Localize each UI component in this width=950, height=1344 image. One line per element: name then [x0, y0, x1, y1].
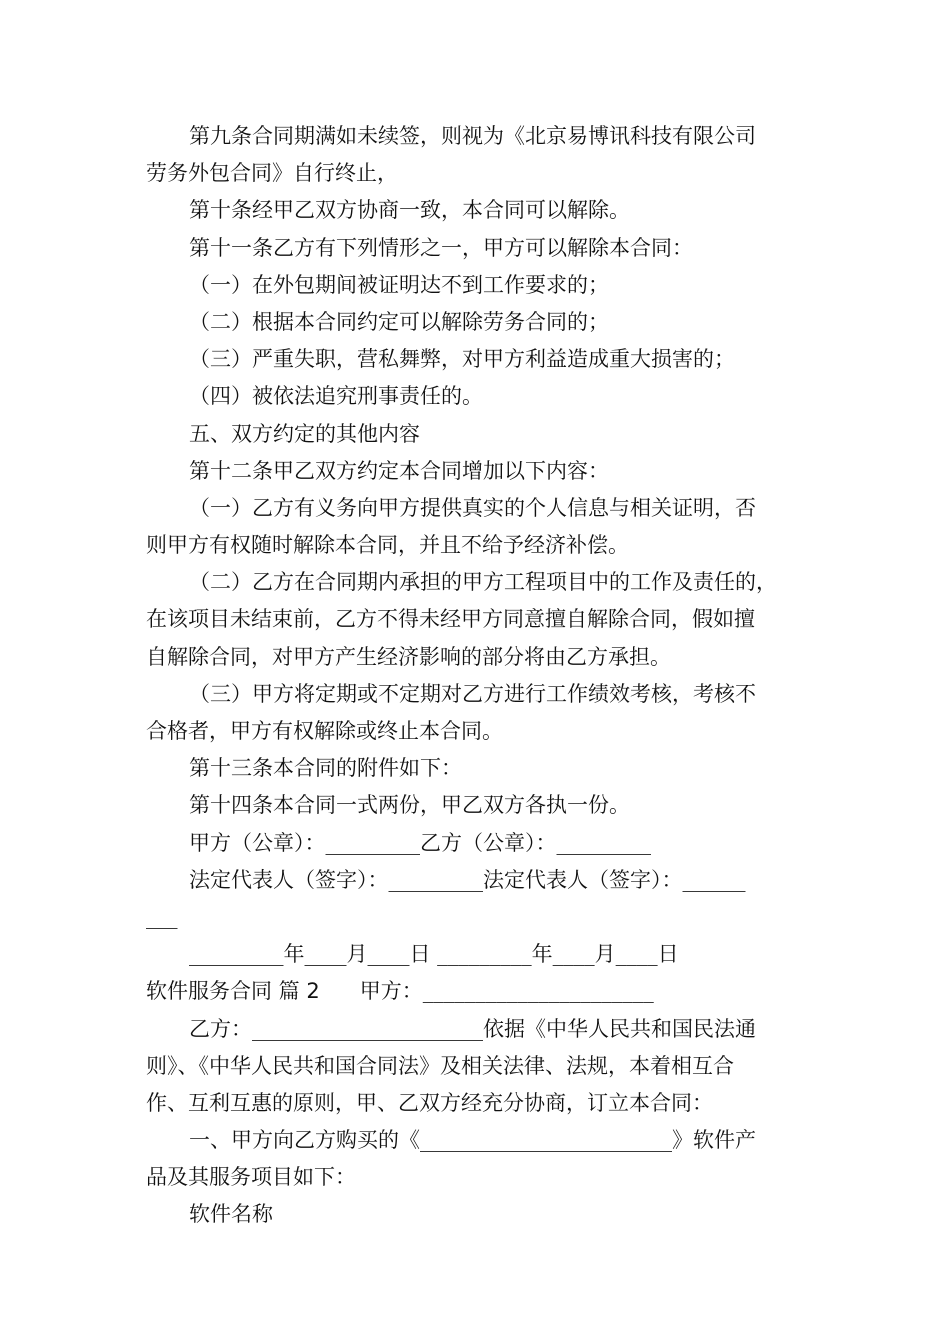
contract-terms — [146, 118, 806, 973]
document-body — [146, 118, 806, 1234]
text-line: 作、互利互惠的原则，甲、乙双方经充分协商，订立本合同： — [146, 1090, 713, 1115]
text-line: 第十条经甲乙双方协商一致，本合同可以解除。 — [189, 198, 630, 223]
text-line: 在该项目未结束前，乙方不得未经甲方同意擅自解除合同，假如擅 — [146, 607, 755, 632]
text-line: 第十三条本合同的附件如下： — [189, 756, 462, 781]
text-line: 一、甲方向乙方购买的《________________________》软件产 — [189, 1128, 756, 1153]
text-line: （四）被依法追究刑事责任的。 — [189, 384, 483, 409]
text-line: 第十一条乙方有下列情形之一，甲方可以解除本合同： — [189, 235, 693, 260]
text-line: （一）乙方有义务向甲方提供真实的个人信息与相关证明，否 — [189, 495, 756, 520]
text-line: 品及其服务项目如下： — [146, 1165, 356, 1190]
party-a-field: 甲方：______________________ — [359, 979, 654, 1004]
text-line: 乙方：______________________依据《中华人民共和国民法通 — [189, 1016, 756, 1041]
text-line: （二）根据本合同约定可以解除劳务合同的； — [189, 309, 609, 334]
contract-intro — [146, 1011, 806, 1234]
text-line: （三）严重失职，营私舞弊，对甲方利益造成重大损害的； — [189, 347, 735, 372]
text-line: ___ — [146, 904, 178, 929]
text-line: （一）在外包期间被证明达不到工作要求的； — [189, 272, 609, 297]
text-line: 第十二条甲乙双方约定本合同增加以下内容： — [189, 458, 609, 483]
text-line: 自解除合同，对甲方产生经济影响的部分将由乙方承担。 — [146, 644, 671, 669]
text-line: 五、双方约定的其他内容 — [189, 421, 420, 446]
text-line: 合格者，甲方有权解除或终止本合同。 — [146, 719, 503, 743]
text-line: （三）甲方将定期或不定期对乙方进行工作绩效考核，考核不 — [189, 681, 756, 706]
text-line: 则甲方有权随时解除本合同，并且不给予经济补偿。 — [146, 533, 629, 558]
text-line: 第九条合同期满如未续签，则视为《北京易博讯科技有限公司 — [189, 124, 756, 148]
section-heading-line — [146, 973, 806, 1010]
text-line: 则》、《中华人民共和国合同法》及相关法律、法规，本着相互合 — [146, 1053, 734, 1078]
text-line: _________年____月____日 _________年____月____日 — [189, 942, 679, 967]
text-line: 法定代表人（签字）：_________法定代表人（签字）：______ — [189, 867, 746, 892]
text-line: 甲方（公章）：_________乙方（公章）：_________ — [189, 830, 651, 855]
text-line: 软件名称 — [189, 1202, 273, 1227]
text-line: 劳务外包合同》自行终止， — [146, 161, 398, 186]
text-line: （二）乙方在合同期内承担的甲方工程项目中的工作及责任的， — [189, 570, 777, 595]
section-title: 软件服务合同 篇 2 — [146, 979, 320, 1004]
text-line: 第十四条本合同一式两份，甲乙双方各执一份。 — [189, 793, 630, 818]
